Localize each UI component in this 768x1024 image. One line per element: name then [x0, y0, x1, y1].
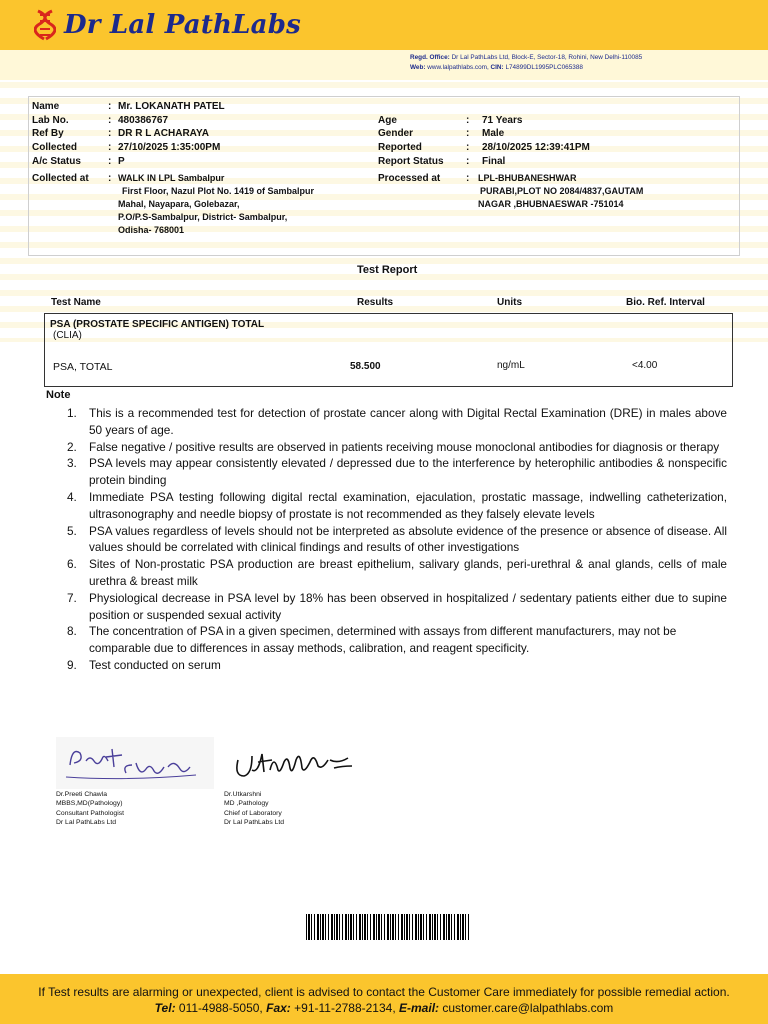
email-link[interactable]: customer.care@lalpathlabs.com: [442, 1001, 614, 1015]
colon: :: [108, 156, 112, 167]
result-unit: ng/mL: [497, 360, 525, 371]
colon: :: [466, 173, 470, 184]
note-item: 3. PSA levels may appear consistently elevated / depressed due to the interference by heterophilic antibodies & nonspecific protein binding: [67, 456, 727, 488]
colon: :: [108, 142, 112, 153]
patient-name: Mr. LOKANATH PATEL: [118, 101, 225, 112]
result-value: 58.500: [350, 361, 381, 372]
age-label: Age: [378, 115, 397, 126]
note-item: 6. Sites of Non-prostatic PSA production are breast epithelium, salivary glands, peri-urethral & anal glands, cells of male urethra & breast milk: [67, 557, 727, 588]
colon: :: [466, 115, 470, 126]
collected-at-address: WALK IN LPL Sambalpur First Floor, Nazul Plot No. 1419 of Sambalpur Mahal, Nayapara, Golebazar, P.O/P.S-Sambalpur, District- Sambalpur, Odisha- 768001: [118, 173, 315, 235]
notes-list: [67, 405, 727, 674]
colon: :: [466, 142, 470, 153]
col-header-units: Units: [497, 297, 522, 308]
panel-name: PSA (PROSTATE SPECIFIC ANTIGEN) TOTAL: [50, 319, 265, 330]
brand-logo: [34, 9, 301, 41]
reported-date: 28/10/2025 12:39:41PM: [482, 142, 590, 153]
colon: :: [108, 101, 112, 112]
dna-logo-icon: [34, 9, 56, 41]
note-item: 8. The concentration of PSA in a given specimen, determined with assays from different manufacturers, may not be comparable due to differences in assay methods, calibration, and reagent specificity.: [67, 624, 677, 656]
note-item: 4. Immediate PSA testing following digital rectal examination, ejaculation, prostatic massage, indwelling catheterization, ultrasonography and needle biopsy of prostate is not recommended as they falsely elevate levels: [67, 489, 727, 521]
gender-value: Male: [482, 128, 505, 139]
ac-status-label: A/c Status: [32, 156, 81, 167]
colon: :: [108, 128, 112, 139]
age-value: 71 Years: [482, 115, 523, 126]
collected-label: Collected: [32, 142, 78, 153]
note-item: 1. This is a recommended test for detection of prostate cancer along with Digital Rectal Examination (DRE) in males above 50 years of age.: [67, 406, 727, 437]
note-item: 5. PSA values regardless of levels should not be interpreted as absolute evidence of the presence or absence of disease. All values should be correlated with clinical findings and results of other investigations: [67, 523, 727, 555]
report-status-label: Report Status: [378, 156, 444, 167]
brand-name: Dr Lal PathLabs: [64, 10, 301, 40]
ref-by: DR R L ACHARAYA: [118, 128, 209, 139]
processed-at-label: Processed at: [378, 173, 441, 184]
note-title: Note: [46, 389, 71, 401]
note-item: 7. Physiological decrease in PSA level by 18% has been observed in hospitalized / sedentary patients either due to supine position or suspended sexual activity: [67, 590, 727, 622]
col-header-test: Test Name: [51, 297, 101, 308]
colon: :: [466, 156, 470, 167]
colon: :: [466, 128, 470, 139]
processed-at-address: LPL-BHUBANESHWAR PURABI,PLOT NO 2084/4837,GAUTAM NAGAR ,BHUBNAESWAR -751014: [478, 173, 644, 209]
collected-date: 27/10/2025 1:35:00PM: [118, 142, 221, 153]
col-header-results: Results: [357, 297, 394, 308]
panel-method: (CLIA): [53, 330, 82, 341]
header-sub-band: [0, 50, 768, 80]
result-ref-interval: <4.00: [632, 360, 658, 371]
colon: :: [108, 173, 112, 184]
gender-label: Gender: [378, 128, 414, 139]
report-title: Test Report: [357, 264, 418, 276]
footer-contact: Tel: 011-4988-5050, Fax: +91-11-2788-2134, E-mail: customer.care@lalpathlabs.com: [154, 1001, 614, 1015]
lab-label: Lab No.: [32, 115, 69, 126]
barcode: [306, 914, 470, 940]
col-header-ref: Bio. Ref. Interval: [626, 297, 705, 308]
reported-label: Reported: [378, 142, 422, 153]
signatory-1: Dr.Preeti Chawla MBBS,MD(Pathology) Consultant Pathologist Dr Lal PathLabs Ltd: [56, 791, 125, 827]
signature-preeti-chawla: [56, 737, 214, 789]
result-test-name: PSA, TOTAL: [53, 361, 113, 373]
ref-label: Ref By: [32, 128, 64, 139]
collected-at-label: Collected at: [32, 173, 89, 184]
signature-utkarshni: [230, 740, 360, 784]
regd-office: Regd. Office: Dr Lal PathLabs Ltd, Block-E, Sector-18, Rohini, New Delhi-110085 Web: www.lalpathlabs.com, CIN: L74899DL1995PLC065388: [410, 54, 643, 71]
footer-advice: If Test results are alarming or unexpected, client is advised to contact the Customer Care immediately for possible remedial action.: [38, 985, 730, 999]
report-status: Final: [482, 156, 506, 167]
colon: :: [108, 115, 112, 126]
signatory-2: Dr.Utkarshni MD ,Pathology Chief of Laboratory Dr Lal PathLabs Ltd: [224, 791, 285, 827]
name-label: Name: [32, 101, 60, 112]
note-item: 2. False negative / positive results are observed in patients receiving mouse monoclonal antibodies for diagnosis or therapy: [67, 439, 720, 454]
ac-status: P: [118, 156, 125, 167]
footer-band: [0, 974, 768, 1024]
lab-number: 480386767: [118, 115, 169, 126]
note-item: 9. Test conducted on serum: [67, 657, 221, 672]
